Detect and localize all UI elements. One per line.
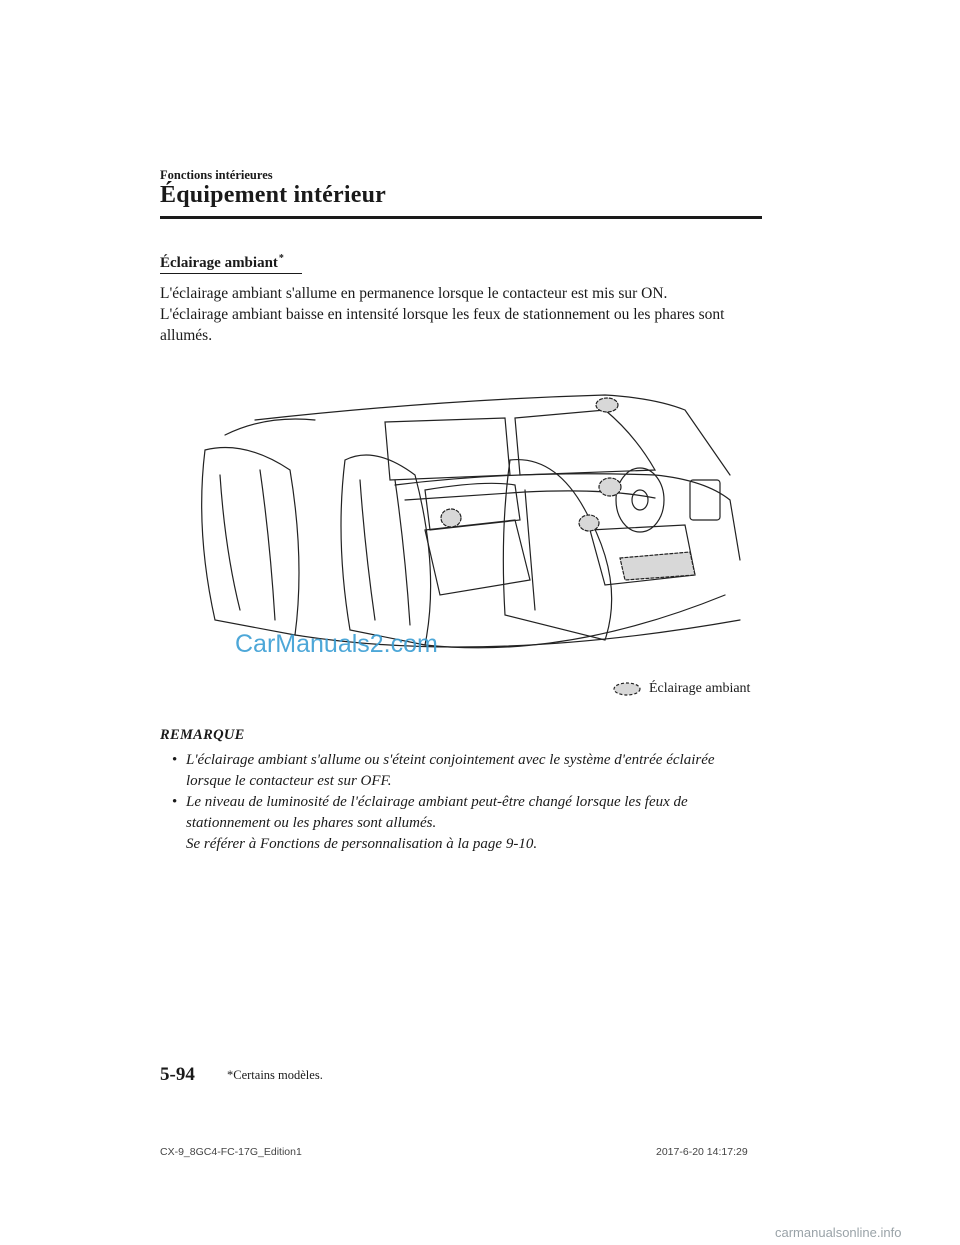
subsection-heading bbox=[160, 253, 284, 272]
note-reference: Se référer à Fonctions de personnalisation à la page 9-10. bbox=[186, 836, 538, 852]
bullet: • bbox=[172, 794, 178, 810]
notes-list bbox=[170, 750, 760, 855]
subsection-heading-text: Éclairage ambiant bbox=[160, 255, 278, 271]
legend bbox=[612, 681, 750, 697]
page-number: 5-94 bbox=[160, 1064, 195, 1085]
list-item bbox=[170, 750, 760, 792]
list-item bbox=[170, 792, 760, 855]
print-timestamp: 2017-6-20 14:17:29 bbox=[656, 1146, 748, 1158]
note-text: Le niveau de luminosité de l'éclairage ambiant peut-être changé lorsque les feux de stationnement ou les phares sont allumés. bbox=[186, 794, 688, 831]
title-divider bbox=[160, 216, 762, 219]
legend-label: Éclairage ambiant bbox=[649, 681, 751, 696]
page-title: Équipement intérieur bbox=[160, 182, 386, 208]
footnote: *Certains modèles. bbox=[227, 1068, 323, 1082]
car-interior-illustration bbox=[185, 380, 755, 670]
ambient-light-legend-icon bbox=[612, 681, 642, 697]
subheading-underline bbox=[160, 273, 302, 274]
document-code: CX-9_8GC4-FC-17G_Edition1 bbox=[160, 1146, 302, 1158]
paragraph: L'éclairage ambiant s'allume en permanence lorsque le contacteur est mis sur ON. bbox=[160, 285, 668, 302]
paragraph: L'éclairage ambiant baisse en intensité lorsque les feux de stationnement ou les phares sont allumés. bbox=[160, 306, 725, 344]
section-label: Fonctions intérieures bbox=[160, 168, 273, 182]
note-title: REMARQUE bbox=[160, 727, 245, 743]
page-watermark: carmanualsonline.info bbox=[775, 1225, 902, 1240]
body-paragraphs bbox=[160, 283, 760, 346]
bullet: • bbox=[172, 752, 178, 768]
heading-asterisk: * bbox=[278, 253, 284, 264]
note-text: L'éclairage ambiant s'allume ou s'éteint conjointement avec le système d'entrée éclairée lorsque le contacteur est sur OFF. bbox=[186, 752, 715, 789]
illustration-watermark: CarManuals2.com bbox=[235, 630, 438, 658]
